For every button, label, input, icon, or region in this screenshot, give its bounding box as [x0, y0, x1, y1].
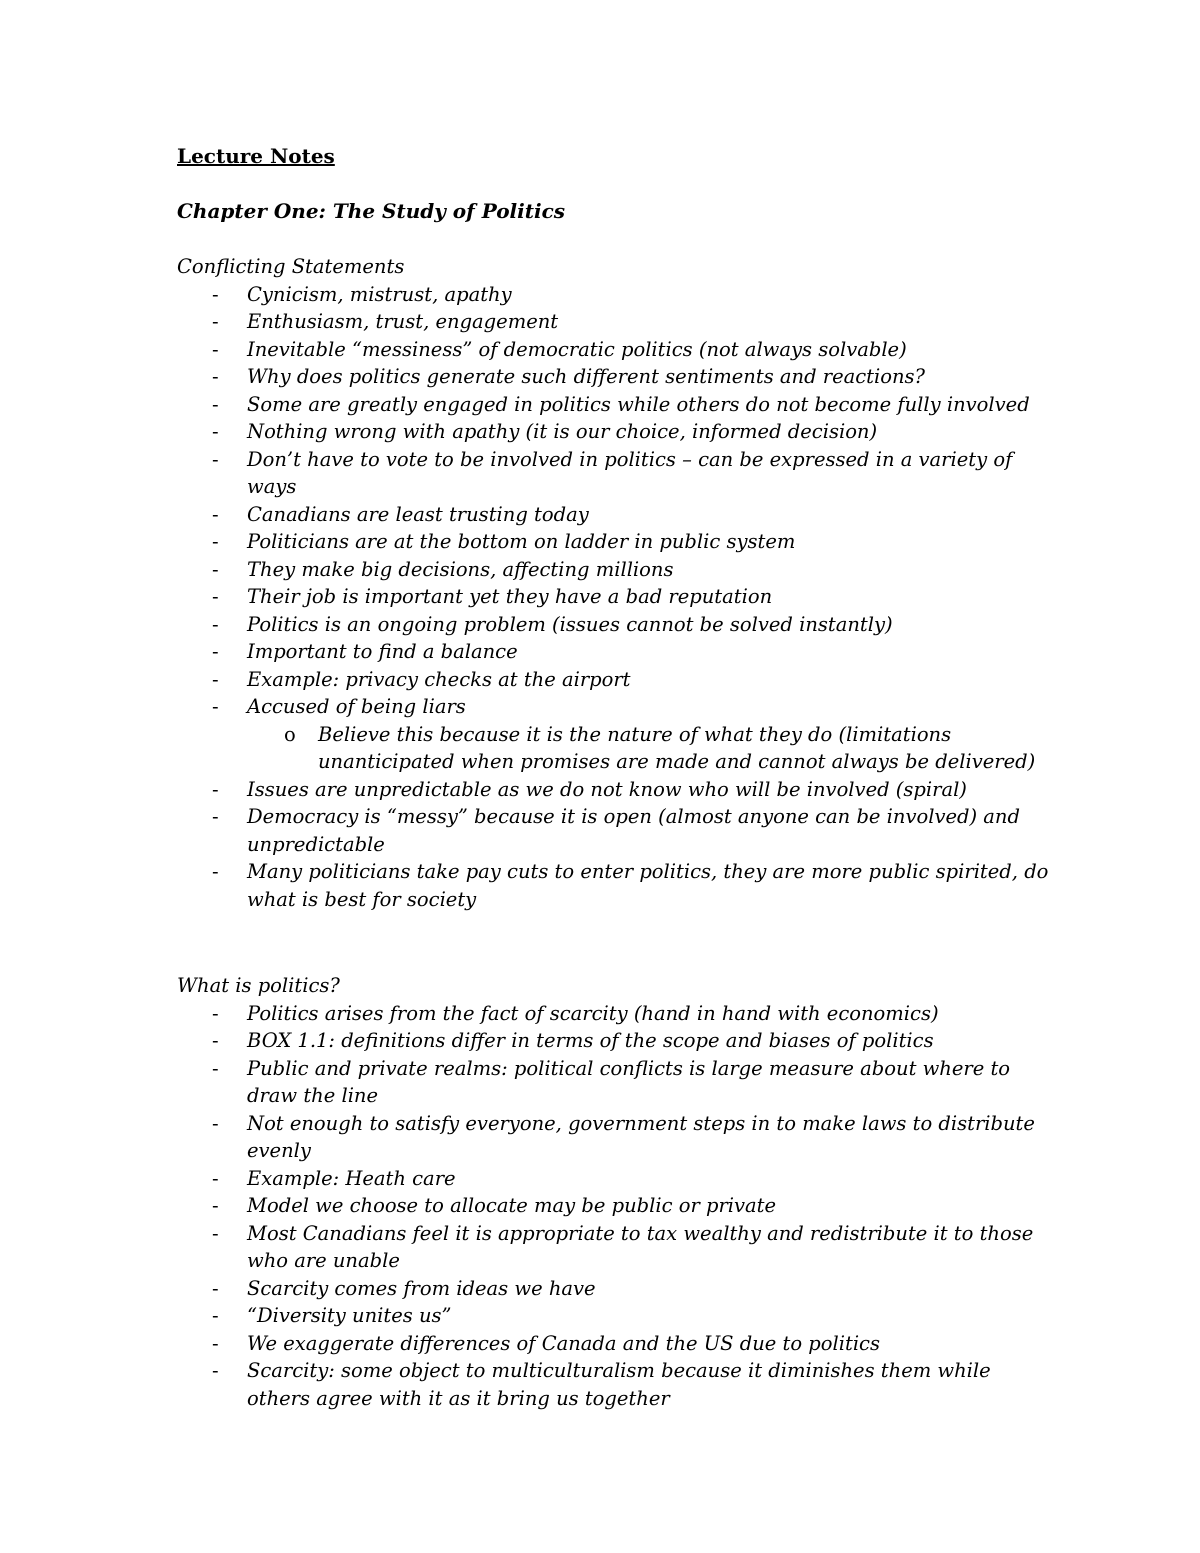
dash-bullet: - — [212, 310, 219, 333]
list-item — [177, 556, 1057, 584]
dash-bullet: - — [212, 1056, 219, 1080]
list-item — [177, 1165, 1057, 1193]
list-item — [177, 803, 1057, 858]
list-item-text: Example: Heath care — [247, 1166, 456, 1190]
dash-bullet: - — [212, 337, 219, 361]
dash-bullet: - — [212, 365, 219, 388]
dash-bullet: - — [212, 585, 219, 608]
circle-bullet: o — [284, 722, 296, 746]
dash-bullet: - — [212, 1221, 219, 1245]
section-heading: Conflicting Statements — [177, 255, 405, 278]
list-item — [177, 308, 1057, 336]
dash-bullet: - — [212, 420, 219, 443]
list-item — [177, 391, 1057, 419]
dash-bullet: - — [212, 1276, 219, 1300]
list-item — [177, 1330, 1057, 1358]
list-item-text: Many politicians take pay cuts to enter politics, they are more public spirited, do what is best for society — [247, 860, 1049, 911]
list-item-text: Public and private realms: political conflicts is large measure about where to draw the line — [247, 1056, 1011, 1107]
section-conflicting-statements — [177, 253, 1057, 913]
list-item-text: Enthusiasm, trust, engagement — [247, 310, 559, 333]
dash-bullet: - — [212, 860, 219, 883]
list-item — [177, 693, 1057, 776]
chapter-title: Chapter One: The Study of Politics — [177, 199, 566, 223]
dash-bullet: - — [212, 447, 219, 471]
list-item-text: Scarcity: some object to multiculturalism because it diminishes them while others agree with it as it bring us together — [247, 1359, 991, 1410]
list-item — [177, 583, 1057, 611]
list-item-text: Democracy is “messy” because it is open (almost anyone can be involved) and unpredictable — [247, 805, 1020, 856]
dash-bullet: - — [212, 282, 219, 306]
sub-list-item — [247, 721, 1057, 776]
list-item — [177, 1055, 1057, 1110]
list-item-text: Most Canadians feel it is appropriate to tax wealthy and redistribute it to those who are unable — [247, 1221, 1034, 1272]
list-item-text: They make big decisions, affecting millions — [247, 557, 674, 581]
dash-bullet: - — [212, 667, 219, 691]
list-item-text: BOX 1.1: definitions differ in terms of the scope and biases of politics — [247, 1029, 934, 1052]
section-heading: What is politics? — [177, 974, 340, 997]
bullet-list — [177, 1000, 1057, 1413]
dash-bullet: - — [212, 777, 219, 801]
dash-bullet: - — [212, 1359, 219, 1382]
list-item-text: Cynicism, mistrust, apathy — [247, 282, 512, 306]
list-item-text: Important to find a balance — [247, 640, 518, 663]
list-item — [177, 363, 1057, 391]
list-item-text: Example: privacy checks at the airport — [247, 667, 631, 691]
list-item-text: Their job is important yet they have a bad reputation — [247, 585, 773, 608]
list-item-text: Politics is an ongoing problem (issues cannot be solved instantly) — [247, 612, 893, 636]
dash-bullet: - — [212, 1111, 219, 1135]
list-item-text: “Diversity unites us” — [247, 1304, 452, 1327]
list-item — [177, 1027, 1057, 1055]
dash-bullet: - — [212, 1001, 219, 1025]
list-item — [177, 1275, 1057, 1303]
dash-bullet: - — [212, 392, 219, 416]
list-item — [177, 1357, 1057, 1412]
list-item — [177, 638, 1057, 666]
list-item — [177, 1192, 1057, 1220]
dash-bullet: - — [212, 1029, 219, 1052]
list-item-text: Not enough to satisfy everyone, government steps in to make laws to distribute evenly — [247, 1111, 1035, 1162]
dash-bullet: - — [212, 530, 219, 553]
dash-bullet: - — [212, 695, 219, 718]
list-item-text: Issues are unpredictable as we do not know who will be involved (spiral) — [247, 777, 967, 801]
dash-bullet: - — [212, 502, 219, 526]
list-item-text: Accused of being liars — [247, 695, 466, 718]
list-item — [177, 1000, 1057, 1028]
bullet-list — [177, 281, 1057, 914]
list-item — [177, 528, 1057, 556]
list-item-text: Don’t have to vote to be involved in politics – can be expressed in a variety of ways — [247, 447, 1013, 498]
document-title: Lecture Notes — [177, 144, 335, 168]
list-item-text: We exaggerate differences of Canada and the US due to politics — [247, 1331, 880, 1355]
dash-bullet: - — [212, 612, 219, 636]
list-item-text: Model we choose to allocate may be public or private — [247, 1194, 777, 1217]
list-item — [177, 446, 1057, 501]
list-item-text: Nothing wrong with apathy (it is our choice, informed decision) — [247, 420, 878, 443]
list-item — [177, 858, 1057, 913]
dash-bullet: - — [212, 1331, 219, 1355]
dash-bullet: - — [212, 1304, 219, 1327]
list-item — [177, 501, 1057, 529]
sub-list-item-text: Believe this because it is the nature of what they do (limitations unanticipated when promises are made and cannot always be delivered) — [318, 722, 1036, 773]
list-item — [177, 776, 1057, 804]
section-what-is-politics — [177, 972, 1057, 1412]
dash-bullet: - — [212, 805, 219, 828]
list-item — [177, 1220, 1057, 1275]
list-item-text: Canadians are least trusting today — [247, 502, 589, 526]
dash-bullet: - — [212, 1194, 219, 1217]
list-item — [177, 418, 1057, 446]
list-item — [177, 281, 1057, 309]
list-item — [177, 611, 1057, 639]
dash-bullet: - — [212, 640, 219, 663]
list-item-text: Why does politics generate such different sentiments and reactions? — [247, 365, 926, 388]
list-item-text: Some are greatly engaged in politics while others do not become fully involved — [247, 392, 1030, 416]
list-item-text: Politicians are at the bottom on ladder in public system — [247, 530, 796, 553]
list-item-text: Inevitable “messiness” of democratic politics (not always solvable) — [247, 337, 907, 361]
list-item-text: Scarcity comes from ideas we have — [247, 1276, 596, 1300]
dash-bullet: - — [212, 1166, 219, 1190]
list-item — [177, 666, 1057, 694]
list-item — [177, 336, 1057, 364]
list-item — [177, 1302, 1057, 1330]
sub-bullet-list — [247, 721, 1057, 776]
list-item-text: Politics arises from the fact of scarcity (hand in hand with economics) — [247, 1001, 939, 1025]
dash-bullet: - — [212, 557, 219, 581]
list-item — [177, 1110, 1057, 1165]
